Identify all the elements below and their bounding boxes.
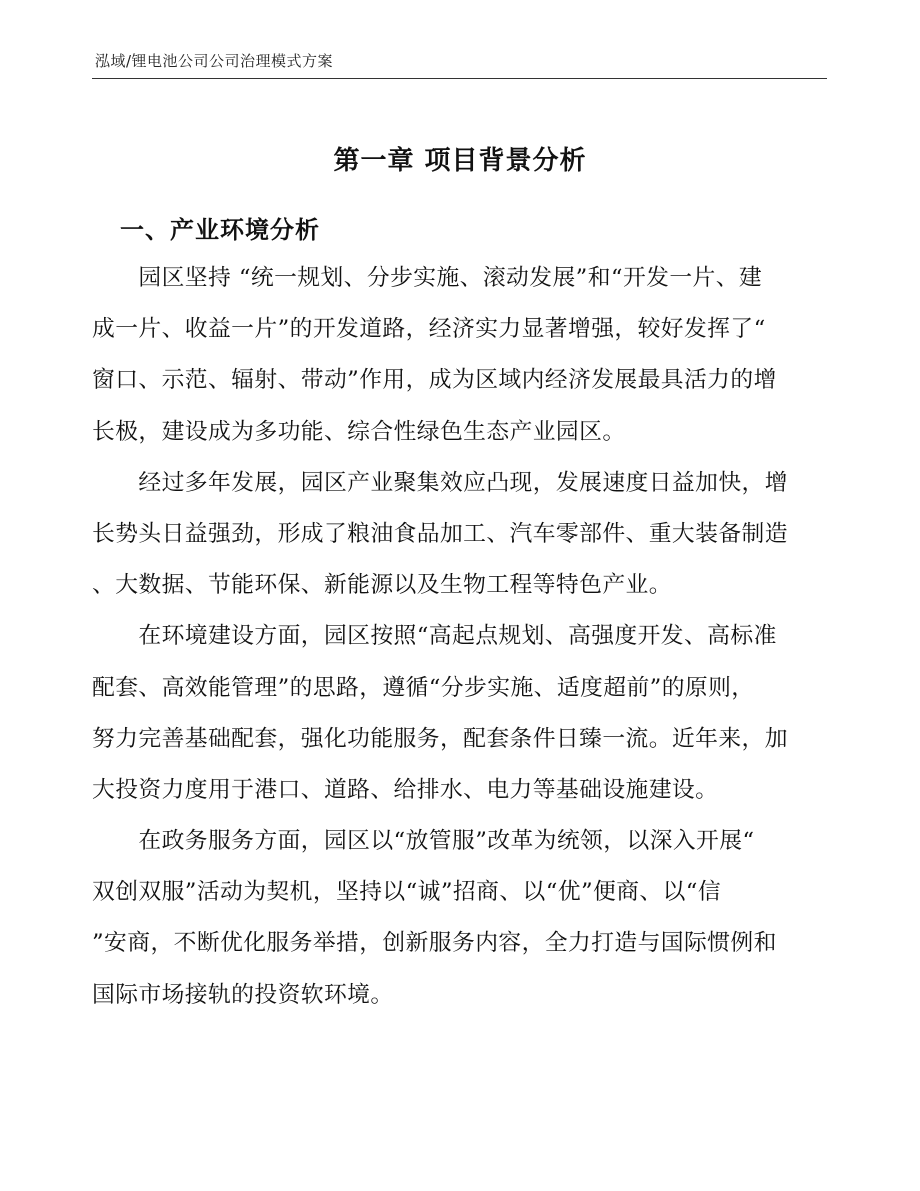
header-divider [92, 78, 827, 79]
text-line: 配套、高效能管理”的思路，遵循“分步实施、适度超前”的原则， [92, 674, 755, 701]
text-line: 园区坚持 “统一规划、分步实施、滚动发展”和“开发一片、建 [92, 265, 763, 291]
text-line: 长势头日益强劲，形成了粮油食品加工、汽车零部件、重大装备制造 [92, 520, 788, 547]
section-heading: 一、产业环境分析 [120, 216, 320, 244]
text-line: 、大数据、节能环保、新能源以及生物工程等特色产业。 [92, 572, 672, 599]
text-line: 窗口、示范、辐射、带动”作用，成为区域内经济发展最具活力的增 [92, 367, 777, 394]
running-header: 泓域/锂电池公司公司治理模式方案 [95, 52, 334, 70]
text-line: ”安商，不断优化服务举措，创新服务内容，全力打造与国际惯例和 [92, 930, 777, 957]
text-line: 国际市场接轨的投资软环境。 [92, 981, 394, 1008]
text-line: 努力完善基础配套，强化功能服务，配套条件日臻一流。近年来，加 [92, 725, 788, 752]
body-text [92, 253, 827, 1021]
chapter-title: 第一章 项目背景分析 [333, 146, 587, 176]
text-line: 经过多年发展，园区产业聚集效应凸现，发展速度日益加快，增 [92, 469, 788, 496]
text-line: 成一片、收益一片”的开发道路，经济实力显著增强，较好发挥了“ [92, 316, 766, 343]
text-line: 在政务服务方面，园区以“放管服”改革为统领，以深入开展“ [92, 828, 755, 855]
text-line: 大投资力度用于港口、道路、给排水、电力等基础设施建设。 [92, 776, 719, 803]
text-line: 在环境建设方面，园区按照“高起点规划、高强度开发、高标准 [92, 623, 777, 650]
text-line: 双创双服”活动为契机，坚持以“诚”招商、以“优”便商、以“信 [92, 879, 722, 906]
text-line: 长极，建设成为多功能、综合性绿色生态产业园区。 [92, 418, 626, 445]
